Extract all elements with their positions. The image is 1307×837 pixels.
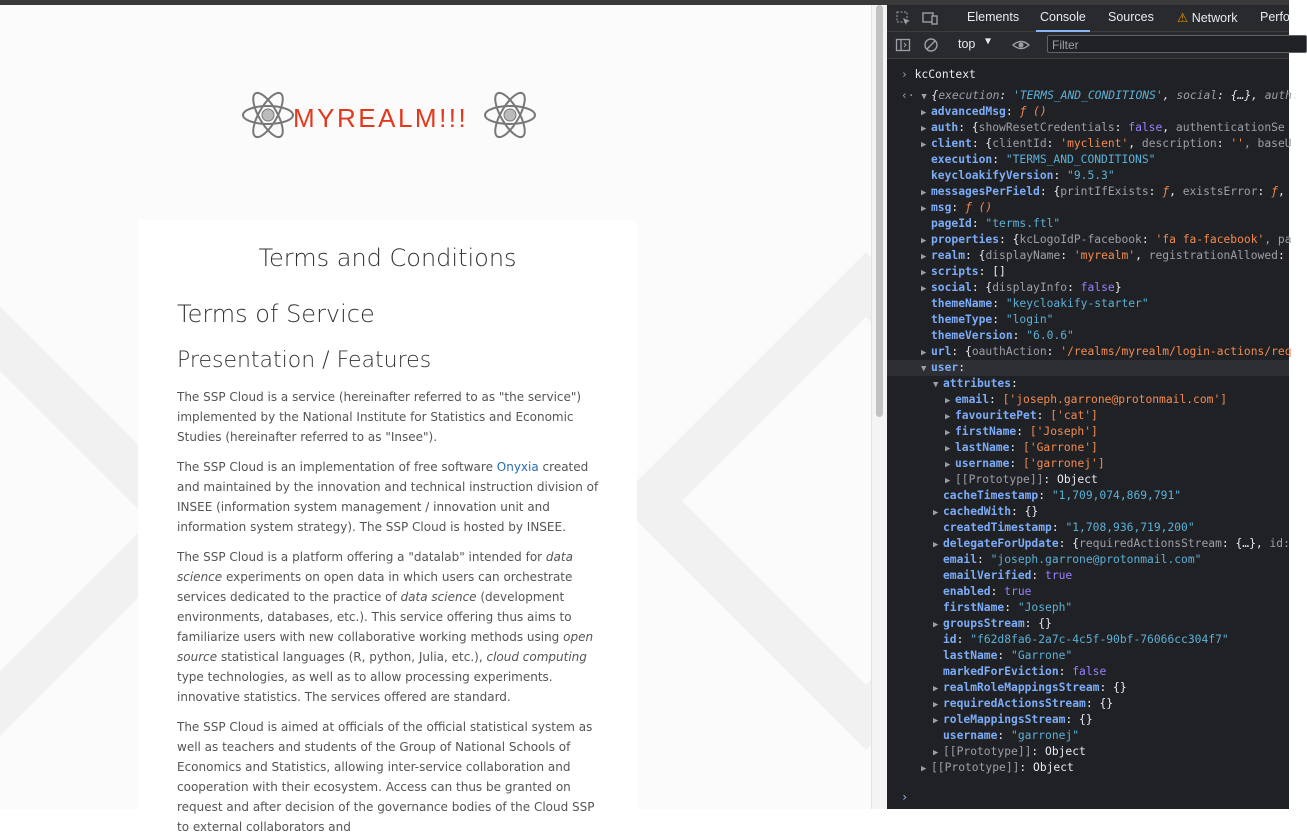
text: experiments on open data in which users can orchestrate services dedicated to the practice of [177, 570, 573, 604]
property-value: "terms.ftl" [985, 217, 1061, 230]
property-colon: : [992, 297, 1006, 310]
property-value: id: [1269, 537, 1290, 550]
filter-input[interactable]: Filter [1047, 35, 1307, 53]
console-property-row[interactable] [887, 360, 1289, 376]
expand-arrow-icon[interactable]: ▶ [933, 684, 939, 694]
property-key: attributes [943, 377, 1012, 390]
property-value: : [1060, 249, 1074, 262]
property-key: themeVersion [931, 329, 1013, 342]
console-property-row [887, 648, 1289, 664]
property-value: ƒ [1271, 185, 1278, 198]
property-value: {} [1099, 697, 1114, 710]
property-key: properties [931, 233, 1000, 246]
login-page [0, 5, 871, 834]
expand-arrow-icon[interactable]: ▶ [933, 508, 939, 518]
property-key: delegateForUpdate [943, 537, 1059, 550]
property-colon: : [997, 649, 1012, 662]
atom-icon [240, 85, 296, 145]
console-property-row[interactable] [887, 136, 1292, 152]
summary-sep: : [999, 89, 1014, 102]
property-colon: : [958, 121, 972, 134]
expand-arrow-icon[interactable]: ▶ [933, 700, 939, 710]
property-value: 'myclient' [1060, 137, 1129, 150]
property-value: kcLogoIdP-facebook [1019, 233, 1142, 246]
console-property-row[interactable] [887, 536, 1289, 552]
property-value: [] [992, 265, 1006, 278]
property-value: ['joseph.garrone@protonmail.com'] [1002, 393, 1228, 406]
property-colon: : [971, 281, 986, 294]
property-colon: : [1011, 377, 1018, 390]
property-value: "joseph.garrone@protonmail.com" [990, 553, 1202, 566]
property-key: firstName [955, 425, 1017, 438]
summary-brace: { [931, 89, 939, 102]
terms-paragraph: The SSP Cloud is a service (hereinafter referred to as "the service") implemented by the National Institute for Statistics and Economic Studies (hereinafter referred to as "Insee"). [177, 390, 582, 444]
tab-sources[interactable]: Sources [1108, 10, 1154, 24]
property-colon: : [997, 729, 1012, 742]
property-value: showResetCredentials [978, 121, 1115, 134]
property-key: markedForEviction [943, 665, 1059, 678]
property-key: createdTimestamp [943, 521, 1052, 534]
property-value: "TERMS_AND_CONDITIONS" [1005, 153, 1156, 166]
console-property-row [887, 664, 1289, 680]
summary-sep: , [1162, 89, 1177, 102]
tab-performance[interactable]: Perfo [1260, 10, 1290, 24]
property-colon: : [1004, 601, 1018, 614]
property-colon: : [1099, 681, 1114, 694]
expand-arrow-icon[interactable]: ▶ [921, 284, 927, 294]
devtools-tab-bar [887, 5, 1289, 32]
property-key: username [955, 457, 1010, 470]
property-colon: : [1012, 329, 1027, 342]
property-value: requiredActionsStream [1079, 537, 1222, 550]
expand-arrow-icon[interactable]: ▶ [945, 412, 951, 422]
console-property-row[interactable] [887, 264, 1289, 280]
emphasis: cloud computing [486, 650, 587, 664]
property-value: { [971, 121, 979, 134]
property-colon: : [951, 201, 966, 214]
property-value: : [1046, 137, 1061, 150]
property-value: ['Joseph'] [1029, 425, 1098, 438]
property-value: { [985, 137, 993, 150]
expand-arrow-icon[interactable]: ▶ [945, 460, 951, 470]
summary-key: auth [1264, 89, 1292, 102]
text: The SSP Cloud is a platform offering a "datalab" intended for [177, 550, 546, 564]
property-colon: : [1051, 521, 1066, 534]
property-value: Object [1033, 761, 1074, 774]
property-colon: : [992, 313, 1006, 326]
property-colon: : [999, 233, 1013, 246]
console-property-row[interactable] [887, 184, 1289, 200]
console-property-row[interactable] [887, 424, 1289, 440]
property-colon: : [1011, 505, 1025, 518]
property-colon: : [1043, 473, 1058, 486]
property-key: favouritePet [955, 409, 1037, 422]
property-value: "9.5.3" [1067, 169, 1115, 182]
expand-arrow-icon[interactable]: ▶ [921, 268, 927, 278]
property-key: enabled [943, 585, 991, 598]
property-key: themeName [931, 297, 993, 310]
property-value: {} [1024, 505, 1039, 518]
property-key: [[Prototype]] [955, 473, 1044, 486]
expand-arrow-icon[interactable]: ▼ [921, 92, 927, 102]
property-key: firstName [943, 601, 1005, 614]
emphasis: data science [400, 590, 477, 604]
text: created and maintained by the innovation and technical instruction division of INSEE (information system management / innovation unit and information system strategy). The SSP Cloud is hosted by INSEE. [177, 460, 599, 534]
property-colon: : [1058, 537, 1073, 550]
prompt-chevron-icon: › [901, 68, 908, 81]
property-colon: : [1053, 169, 1068, 182]
property-value: , [1162, 121, 1176, 134]
console-property-row[interactable] [887, 696, 1289, 712]
console-property-row [887, 216, 1289, 232]
console-property-row [887, 488, 1289, 504]
property-key: auth [931, 121, 959, 134]
console-input-echo [887, 67, 1289, 83]
property-value: true [1004, 585, 1032, 598]
property-colon: : [1031, 745, 1046, 758]
property-value: { [1053, 185, 1061, 198]
console-property-row[interactable] [887, 120, 1289, 136]
property-colon: : [971, 137, 986, 150]
clear-console-icon[interactable] [923, 37, 939, 53]
console-property-row [887, 568, 1289, 584]
property-colon: : [1085, 697, 1100, 710]
property-key: [[Prototype]] [931, 761, 1020, 774]
property-value: { [1072, 537, 1080, 550]
console-property-row[interactable] [887, 616, 1289, 632]
eye-icon[interactable] [1012, 37, 1030, 53]
property-key: client [931, 137, 972, 150]
console-toolbar [887, 32, 1289, 59]
property-colon: : [977, 553, 991, 566]
console-property-row[interactable] [887, 744, 1289, 760]
console-property-row[interactable] [887, 472, 1289, 488]
property-value: Object [1057, 473, 1098, 486]
console-property-row[interactable] [887, 344, 1292, 360]
expand-arrow-icon[interactable]: ▶ [921, 140, 927, 150]
property-colon: : [1031, 569, 1046, 582]
property-value: : [1114, 121, 1129, 134]
sidebar-toggle-icon[interactable] [895, 37, 911, 53]
property-value: "garronej" [1011, 729, 1080, 742]
text: type technologies, as well as to allow processing experiments. innovative statistics. The services offered are standard. [177, 670, 553, 704]
property-colon: : [990, 585, 1005, 598]
console-property-row[interactable] [887, 248, 1289, 264]
result-arrow-icon: ‹· [901, 89, 915, 102]
console-property-row[interactable] [887, 392, 1289, 408]
warning-icon: ⚠ [1177, 11, 1189, 25]
property-value: "6.0.6" [1026, 329, 1074, 342]
expand-arrow-icon[interactable]: ▶ [921, 108, 927, 118]
console-property-row [887, 632, 1289, 648]
property-key: lastName [955, 441, 1010, 454]
console-result-summary[interactable] [887, 88, 1299, 104]
tab-elements[interactable]: Elements [967, 10, 1020, 24]
property-key: [[Prototype]] [943, 745, 1032, 758]
text: statistical languages (R, python, Julia, etc.), [217, 650, 487, 664]
expand-arrow-icon[interactable]: ▶ [921, 764, 927, 774]
property-value: description [1141, 137, 1217, 150]
scrollbar-thumb[interactable] [876, 5, 883, 417]
console-property-row [887, 296, 1289, 312]
console-property-row [887, 728, 1289, 744]
tab-console[interactable]: Console [1040, 10, 1086, 24]
property-value: { [978, 249, 986, 262]
context-selector[interactable]: top [958, 37, 976, 51]
page-scrollbar[interactable] [871, 5, 888, 809]
text: The SSP Cloud is an implementation of free software [177, 460, 497, 474]
property-colon: : [1019, 761, 1034, 774]
summary-sep: , [1251, 89, 1265, 102]
page-title: Terms and Conditions [258, 244, 517, 272]
console-property-row [887, 552, 1289, 568]
property-value: : [1067, 281, 1081, 294]
property-colon: : [1009, 441, 1024, 454]
property-key: cacheTimestamp [943, 489, 1039, 502]
property-value: ['garronej'] [1023, 457, 1105, 470]
property-key: lastName [943, 649, 998, 662]
property-value: registrationAllowed [1148, 249, 1278, 262]
property-value: "1,709,074,869,791" [1051, 489, 1182, 502]
property-key: id [943, 633, 957, 646]
property-value: , baseU [1243, 137, 1292, 150]
property-value: : {…}, [1221, 537, 1270, 550]
property-value: , [1128, 137, 1142, 150]
property-key: keycloakifyVersion [931, 169, 1054, 182]
property-colon: : [992, 153, 1006, 166]
property-colon: : [1005, 105, 1020, 118]
tab-network[interactable] [1177, 10, 1238, 25]
property-value: displayName [985, 249, 1061, 262]
property-value: { [1012, 233, 1020, 246]
console-property-row[interactable] [887, 200, 1289, 216]
expand-arrow-icon[interactable]: ▶ [945, 396, 951, 406]
expand-arrow-icon[interactable]: ▶ [921, 236, 927, 246]
property-key: email [955, 393, 990, 406]
realm-logo [240, 85, 540, 155]
console-property-row [887, 520, 1289, 536]
terms-paragraph: The SSP Cloud is aimed at officials of the official statistical system as well as teachers and students of the Group of National Schools of Economics and Statistics, allowing inter-service collaboration and cooperation with their ecosystem. Access can thus be granted on request and after decision of the governance bodies of the Cloud SSP to external collaborators and [177, 720, 595, 834]
property-value: "f62d8fa6-2a7c-4c5f-90bf-76066cc304f7" [970, 633, 1229, 646]
property-value: false [1072, 665, 1107, 678]
property-colon: : [1024, 617, 1039, 630]
property-value: 'myrealm' [1073, 249, 1136, 262]
atom-icon [482, 85, 538, 145]
property-colon: : [951, 345, 966, 358]
property-value: authenticationSe [1175, 121, 1285, 134]
property-colon: : [978, 265, 993, 278]
console-property-row [887, 600, 1289, 616]
property-value: , pa [1264, 233, 1292, 246]
property-value: clientId [992, 137, 1047, 150]
property-colon: : [971, 217, 986, 230]
property-value: '/realms/myrealm/login-actions/req [1060, 345, 1292, 358]
summary-sep: : [1291, 89, 1299, 102]
console-property-row[interactable] [887, 232, 1292, 248]
property-value: ƒ () [965, 201, 993, 214]
dropdown-arrow-icon[interactable]: ▼ [985, 36, 992, 47]
console-prompt[interactable]: › [901, 790, 909, 804]
property-colon: : [965, 249, 979, 262]
expand-arrow-icon[interactable]: ▶ [933, 620, 939, 630]
property-value: "login" [1005, 313, 1054, 326]
property-value: "Garrone" [1011, 649, 1073, 662]
input-echo-text: kcContext [914, 68, 976, 81]
property-value: true [1045, 569, 1073, 582]
property-key: groupsStream [943, 617, 1025, 630]
property-value: : [1148, 185, 1163, 198]
console-property-row[interactable] [887, 456, 1289, 472]
property-value: oauthAction [971, 345, 1047, 358]
emphasis: data science [177, 550, 573, 584]
property-key: requiredActionsStream [943, 697, 1086, 710]
console-property-row [887, 168, 1289, 184]
property-colon: : [989, 393, 1003, 406]
property-value: { [985, 281, 993, 294]
console-property-row[interactable] [887, 440, 1289, 456]
expand-arrow-icon[interactable]: ▶ [933, 716, 939, 726]
property-value: ƒ () [1019, 105, 1047, 118]
expand-arrow-icon[interactable]: ▶ [945, 428, 951, 438]
collapse-arrow-icon[interactable]: ▼ [933, 380, 939, 390]
text: (development environments, databases, etc.). This service offering thus aims to familiarize users with new collaborative working methods using [177, 590, 572, 644]
property-value: ƒ [1162, 185, 1170, 198]
property-colon: : [1036, 409, 1051, 422]
property-key: advancedMsg [931, 105, 1006, 118]
property-key: cachedWith [943, 505, 1012, 518]
property-colon: : [1038, 489, 1052, 502]
logo-text: MYREALM!!! [293, 103, 469, 133]
property-key: realmRoleMappingsStream [943, 681, 1100, 694]
property-value: '' [1230, 137, 1244, 150]
summary-key: execution [938, 89, 1000, 102]
devtools-panel [887, 5, 1299, 809]
property-value: : [1141, 233, 1156, 246]
onyxia-link[interactable]: Onyxia [496, 460, 539, 474]
property-value: : [1216, 137, 1231, 150]
property-value: : [1046, 345, 1061, 358]
console-property-row [887, 584, 1289, 600]
summary-value: 'TERMS_AND_CONDITIONS' [1013, 89, 1163, 102]
property-key: email [943, 553, 978, 566]
property-value: existsError [1182, 185, 1258, 198]
property-key: execution [931, 153, 993, 166]
property-key: messagesPerField [931, 185, 1040, 198]
console-property-row [887, 152, 1289, 168]
property-value: "keycloakify-starter" [1005, 297, 1149, 310]
summary-key: social [1176, 89, 1218, 102]
property-key: msg [931, 201, 952, 214]
console-property-row[interactable] [887, 376, 1289, 392]
property-value: false [1080, 281, 1115, 294]
terms-paragraph [177, 457, 607, 537]
property-value: {} [1079, 713, 1093, 726]
terms-paragraph [177, 547, 607, 707]
property-value: : [1257, 185, 1272, 198]
property-colon: : [956, 633, 971, 646]
property-value: printIfExists [1060, 185, 1149, 198]
property-key: pageId [931, 217, 972, 230]
terms-card [138, 220, 637, 834]
property-value: } [1114, 281, 1122, 294]
property-key: realm [931, 249, 966, 262]
property-value: ['cat'] [1050, 409, 1098, 422]
property-key: emailVerified [943, 569, 1032, 582]
device-toolbar-icon[interactable] [922, 10, 938, 26]
console-property-row[interactable] [887, 760, 1289, 776]
property-colon: : [1065, 713, 1080, 726]
property-key: themeType [931, 313, 993, 326]
tab-network-label: Network [1191, 11, 1238, 25]
expand-arrow-icon[interactable]: ▶ [921, 252, 927, 262]
console-property-row[interactable] [887, 408, 1289, 424]
expand-arrow-icon[interactable]: ▶ [945, 444, 951, 454]
property-colon: : [1039, 185, 1054, 198]
console-output [887, 59, 1299, 809]
property-value: Object [1045, 745, 1086, 758]
expand-arrow-icon[interactable]: ▶ [921, 124, 927, 134]
summary-value: {…} [1230, 89, 1252, 102]
inspect-element-icon[interactable] [895, 10, 911, 26]
terms-heading: Terms of Service [177, 300, 375, 328]
property-value: ['Garrone'] [1023, 441, 1098, 454]
property-value: {} [1038, 617, 1052, 630]
property-value: , [1169, 185, 1183, 198]
console-property-row[interactable] [887, 504, 1289, 520]
property-colon: : [1016, 425, 1030, 438]
property-key: url [931, 345, 952, 358]
property-key: user [931, 361, 959, 374]
property-value: { [965, 345, 972, 358]
property-value: "Joseph" [1017, 601, 1073, 614]
property-colon: : [958, 361, 966, 374]
property-key: social [931, 281, 972, 294]
property-value: , [1277, 185, 1285, 198]
property-key: roleMappingsStream [943, 713, 1066, 726]
property-key: scripts [931, 265, 979, 278]
expand-arrow-icon[interactable]: ▶ [933, 748, 939, 758]
emphasis: open source [177, 630, 594, 664]
property-key: username [943, 729, 998, 742]
property-value: displayInfo [992, 281, 1068, 294]
console-property-row[interactable] [887, 280, 1289, 296]
property-value: : [1277, 249, 1285, 262]
expand-arrow-icon[interactable]: ▶ [945, 476, 951, 486]
property-value: {} [1113, 681, 1127, 694]
expand-arrow-icon[interactable]: ▶ [921, 188, 927, 198]
expand-arrow-icon[interactable]: ▶ [933, 540, 939, 550]
summary-sep: : [1217, 89, 1231, 102]
property-value: 'fa fa-facebook' [1155, 233, 1265, 246]
collapse-arrow-icon[interactable]: ▼ [921, 364, 927, 374]
expand-arrow-icon[interactable]: ▶ [921, 204, 927, 214]
console-property-row [887, 328, 1289, 344]
property-colon: : [1009, 457, 1024, 470]
property-value: "1,708,936,719,200" [1065, 521, 1195, 534]
console-property-row[interactable] [887, 104, 1289, 120]
property-value: , [1135, 249, 1149, 262]
console-property-row[interactable] [887, 680, 1289, 696]
console-property-row [887, 312, 1289, 328]
console-property-row[interactable] [887, 712, 1289, 728]
expand-arrow-icon[interactable]: ▶ [921, 348, 927, 358]
section-heading: Presentation / Features [177, 348, 432, 373]
property-value: false [1128, 121, 1163, 134]
property-colon: : [1058, 665, 1073, 678]
